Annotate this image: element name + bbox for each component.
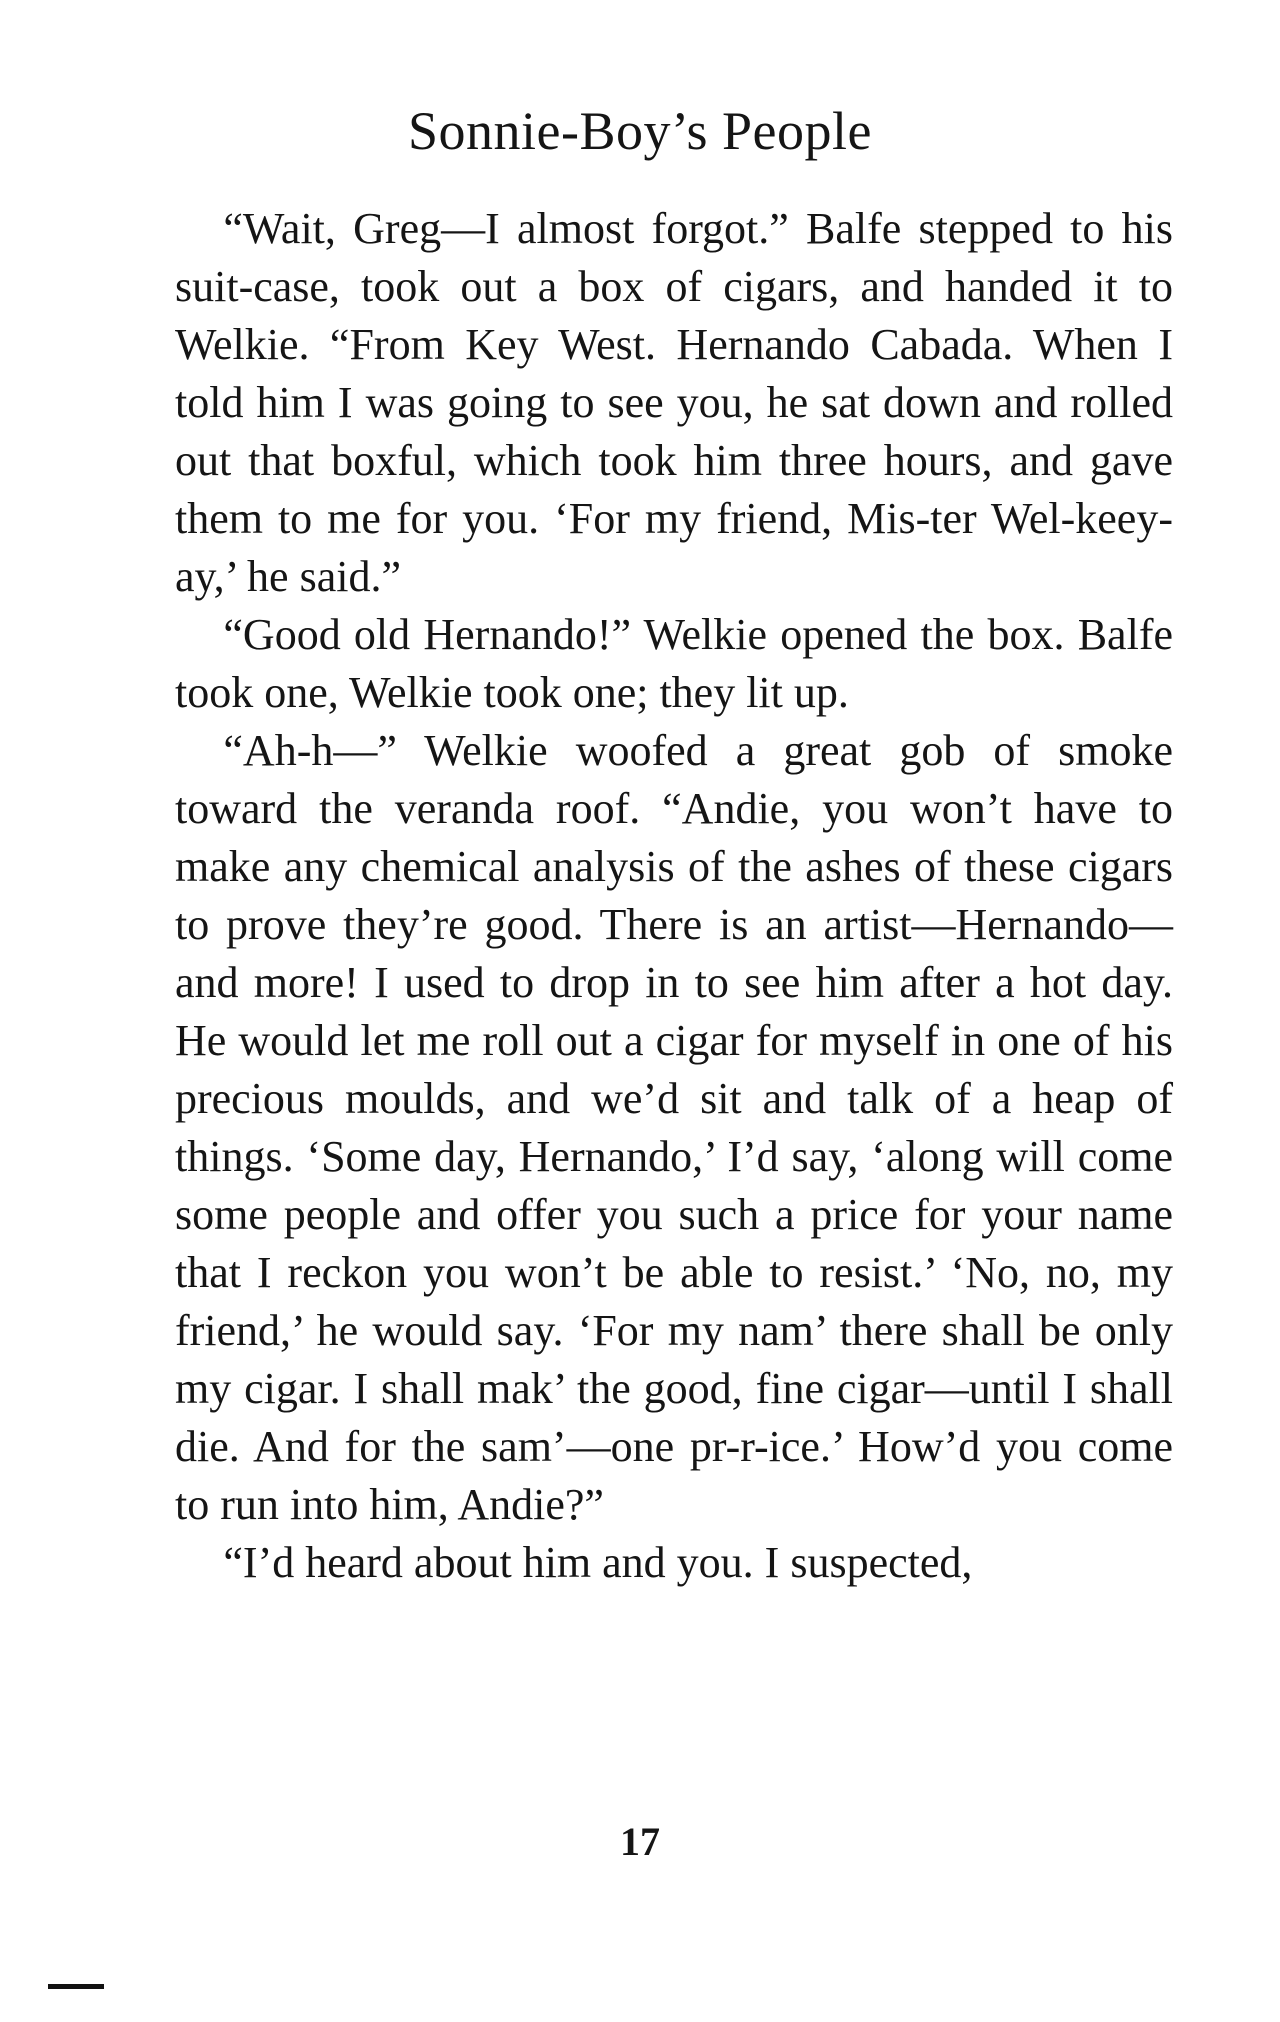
- running-head: Sonnie-Boy’s People: [408, 101, 872, 161]
- page-number: 17: [620, 1819, 660, 1864]
- paragraph: “Ah-h—” Welkie woofed a great gob of smoke toward the veranda roof. “Andie, you won’t have to make any chemical analysis of the ashes of these cigars to prove they’re good. There is an artist—Hernando—and more! I used to drop in to see him after a hot day. He would let me roll out a cigar for myself in one of his precious moulds, and we’d sit and talk of a heap of things. ‘Some day, Hernando,’ I’d say, ‘along will come some people and offer you such a price for your name that I reckon you won’t be able to resist.’ ‘No, no, my friend,’ he would say. ‘For my nam’ there shall be only my cigar. I shall mak’ the good, fine cigar—until I shall die. And for the sam’—one pr-r-ice.’ How’d you come to run into him, Andie?”: [175, 726, 1173, 1529]
- scan-edge-mark: [48, 1984, 104, 1989]
- body-text: [175, 200, 1173, 1592]
- paragraph: “I’d heard about him and you. I suspected,: [223, 1538, 973, 1587]
- paragraph: “Good old Hernando!” Welkie opened the box. Balfe took one, Welkie took one; they lit up.: [175, 610, 1173, 717]
- paragraph: “Wait, Greg—I almost forgot.” Balfe stepped to his suit-case, took out a box of cigars, and handed it to Welkie. “From Key West. Hernando Cabada. When I told him I was going to see you, he sat down and rolled out that boxful, which took him three hours, and gave them to me for you. ‘For my friend, Mis-ter Wel-keey-ay,’ he said.”: [175, 204, 1173, 601]
